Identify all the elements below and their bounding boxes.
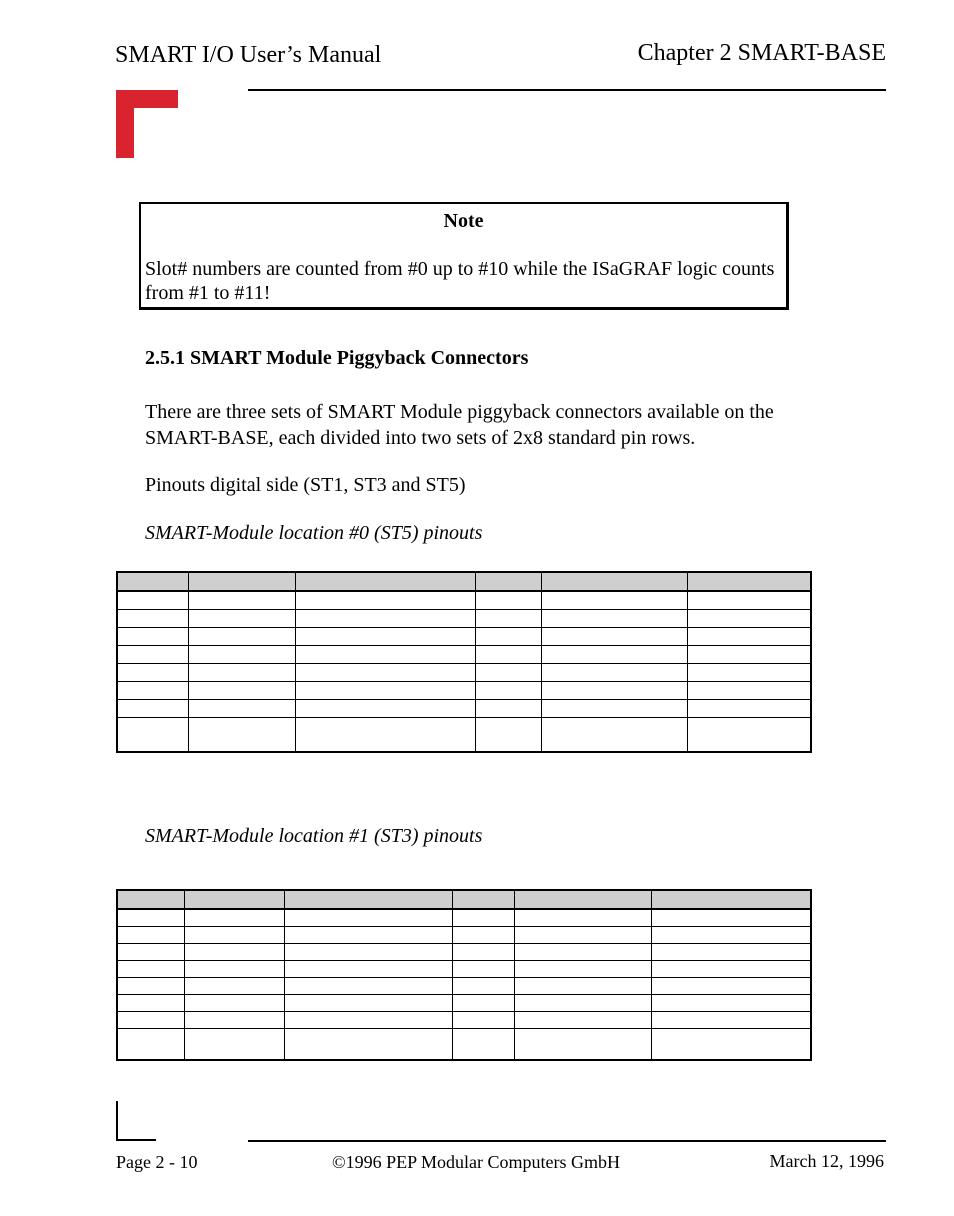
- table-row: [117, 1029, 811, 1061]
- copyright: ©1996 PEP Modular Computers GmbH: [332, 1152, 621, 1172]
- table-row: [117, 944, 811, 961]
- table-row: [117, 591, 811, 610]
- table-row: [117, 909, 811, 927]
- corner-mark-vertical: [116, 90, 134, 158]
- table-row: [117, 664, 811, 682]
- table-row: [117, 927, 811, 944]
- chapter-title: Chapter 2 SMART-BASE: [637, 40, 886, 66]
- manual-title: SMART I/O User’s Manual: [115, 42, 382, 68]
- publication-date: March 12, 1996: [769, 1151, 884, 1171]
- note-box: [139, 202, 789, 310]
- table-row: [117, 646, 811, 664]
- table-row: [117, 978, 811, 995]
- pinouts-intro: Pinouts digital side (ST1, ST3 and ST5): [145, 474, 466, 496]
- footer-corner-vertical: [116, 1101, 118, 1141]
- pinout-table-st5: [116, 571, 812, 753]
- table-row: [117, 995, 811, 1012]
- table-row: [117, 628, 811, 646]
- note-title: Note: [443, 210, 484, 232]
- table-row: [117, 718, 811, 753]
- section-paragraph: There are three sets of SMART Module piggyback connectors available on the SMART-BASE, each divided into two sets of 2x8 standard pin rows.: [145, 401, 774, 449]
- table-caption-st5: SMART-Module location #0 (ST5) pinouts: [145, 522, 483, 544]
- table-row: [117, 1012, 811, 1029]
- table-row: [117, 700, 811, 718]
- table-caption-st3: SMART-Module location #1 (ST3) pinouts: [145, 825, 483, 847]
- table-row: [117, 610, 811, 628]
- table-header-row: [117, 890, 811, 909]
- note-text: Slot# numbers are counted from #0 up to #10 while the ISaGRAF logic counts from #1 to #11!: [145, 258, 775, 304]
- section-heading: 2.5.1 SMART Module Piggyback Connectors: [145, 347, 529, 369]
- table-row: [117, 961, 811, 978]
- table-header-row: [117, 572, 811, 591]
- footer-corner-horizontal: [116, 1139, 156, 1141]
- pinout-table-st3: [116, 889, 812, 1061]
- page-number: Page 2 - 10: [116, 1152, 198, 1172]
- header-rule: [248, 89, 886, 91]
- footer-rule: [248, 1140, 886, 1142]
- table-row: [117, 682, 811, 700]
